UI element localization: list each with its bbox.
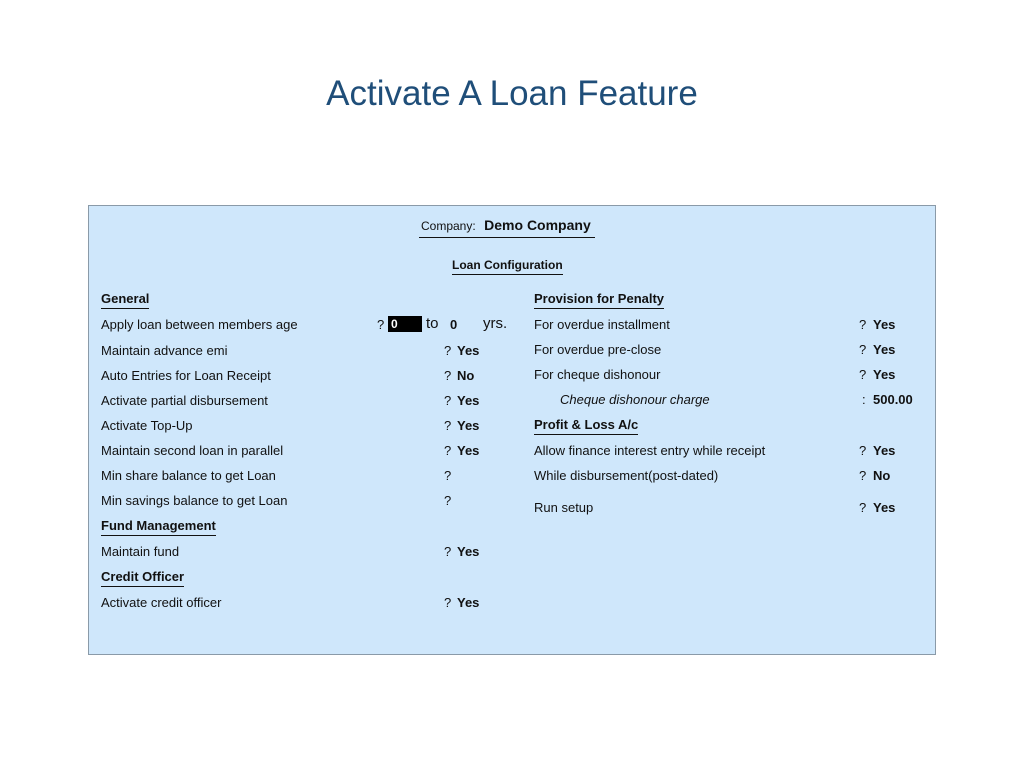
credit-officer-heading: Credit Officer — [101, 569, 184, 587]
penalty-row-value[interactable]: Yes — [873, 342, 896, 357]
general-row-value[interactable]: Yes — [457, 443, 480, 458]
cheque-charge-label: Cheque dishonour charge — [560, 392, 710, 407]
fund-management-heading: Fund Management — [101, 518, 216, 536]
loan-configuration-panel — [88, 205, 936, 655]
run-setup-label: Run setup — [534, 500, 594, 515]
pl-row-label: While disbursement(post-dated) — [534, 468, 719, 483]
general-row-value[interactable]: Yes — [457, 418, 480, 433]
run-setup-q: ? — [859, 500, 867, 515]
company-header — [419, 217, 595, 238]
run-setup-value[interactable]: Yes — [873, 500, 896, 515]
fund-row-label: Maintain fund — [101, 544, 180, 559]
pl-row-q: ? — [859, 468, 867, 483]
general-row-label: Auto Entries for Loan Receipt — [101, 368, 271, 383]
age-from-input[interactable]: 0 — [388, 316, 422, 332]
penalty-heading: Provision for Penalty — [534, 291, 664, 309]
pl-row-q: ? — [859, 443, 867, 458]
general-row-value[interactable]: Yes — [457, 343, 480, 358]
general-row-q: ? — [444, 343, 452, 358]
age-to-label: to — [426, 315, 439, 332]
fund-row-q: ? — [444, 544, 452, 559]
general-row-label: Activate Top-Up — [101, 418, 193, 433]
company-name: Demo Company — [484, 217, 591, 233]
age-range-label: Apply loan between members age — [101, 317, 298, 332]
credit-row-q: ? — [444, 595, 452, 610]
general-row-value[interactable]: Yes — [457, 393, 480, 408]
cheque-charge-colon: : — [862, 392, 866, 407]
penalty-row-value[interactable]: Yes — [873, 317, 896, 332]
slide-title: Activate A Loan Feature — [326, 74, 698, 113]
penalty-row-q: ? — [859, 367, 867, 382]
general-row-q: ? — [444, 468, 452, 483]
pl-row-value[interactable]: Yes — [873, 443, 896, 458]
fund-row-value[interactable]: Yes — [457, 544, 480, 559]
general-row-label: Min savings balance to get Loan — [101, 493, 288, 508]
general-row-label: Maintain second loan in parallel — [101, 443, 284, 458]
penalty-row-label: For cheque dishonour — [534, 367, 661, 382]
penalty-row-value[interactable]: Yes — [873, 367, 896, 382]
cheque-charge-value[interactable]: 500.00 — [873, 392, 913, 407]
general-row-q: ? — [444, 393, 452, 408]
age-to-input[interactable]: 0 — [450, 317, 458, 332]
penalty-row-label: For overdue installment — [534, 317, 670, 332]
pl-row-value[interactable]: No — [873, 468, 891, 483]
general-row-q: ? — [444, 443, 452, 458]
penalty-row-q: ? — [859, 317, 867, 332]
penalty-row-label: For overdue pre-close — [534, 342, 662, 357]
general-row-label: Maintain advance emi — [101, 343, 228, 358]
age-unit: yrs. — [483, 315, 508, 332]
general-row-label: Min share balance to get Loan — [101, 468, 276, 483]
general-row-q: ? — [444, 368, 452, 383]
general-row-value[interactable]: No — [457, 368, 475, 383]
general-row-q: ? — [444, 493, 452, 508]
general-row-q: ? — [444, 418, 452, 433]
general-heading: General — [101, 291, 149, 309]
credit-row-value[interactable]: Yes — [457, 595, 480, 610]
pl-row-label: Allow finance interest entry while receipt — [534, 443, 766, 458]
credit-row-label: Activate credit officer — [101, 595, 222, 610]
penalty-row-q: ? — [859, 342, 867, 357]
company-label: Company: — [421, 219, 476, 233]
screen-title: Loan Configuration — [452, 257, 563, 275]
profit-loss-heading: Profit & Loss A/c — [534, 417, 638, 435]
general-row-label: Activate partial disbursement — [101, 393, 268, 408]
age-range-q: ? — [377, 317, 385, 332]
